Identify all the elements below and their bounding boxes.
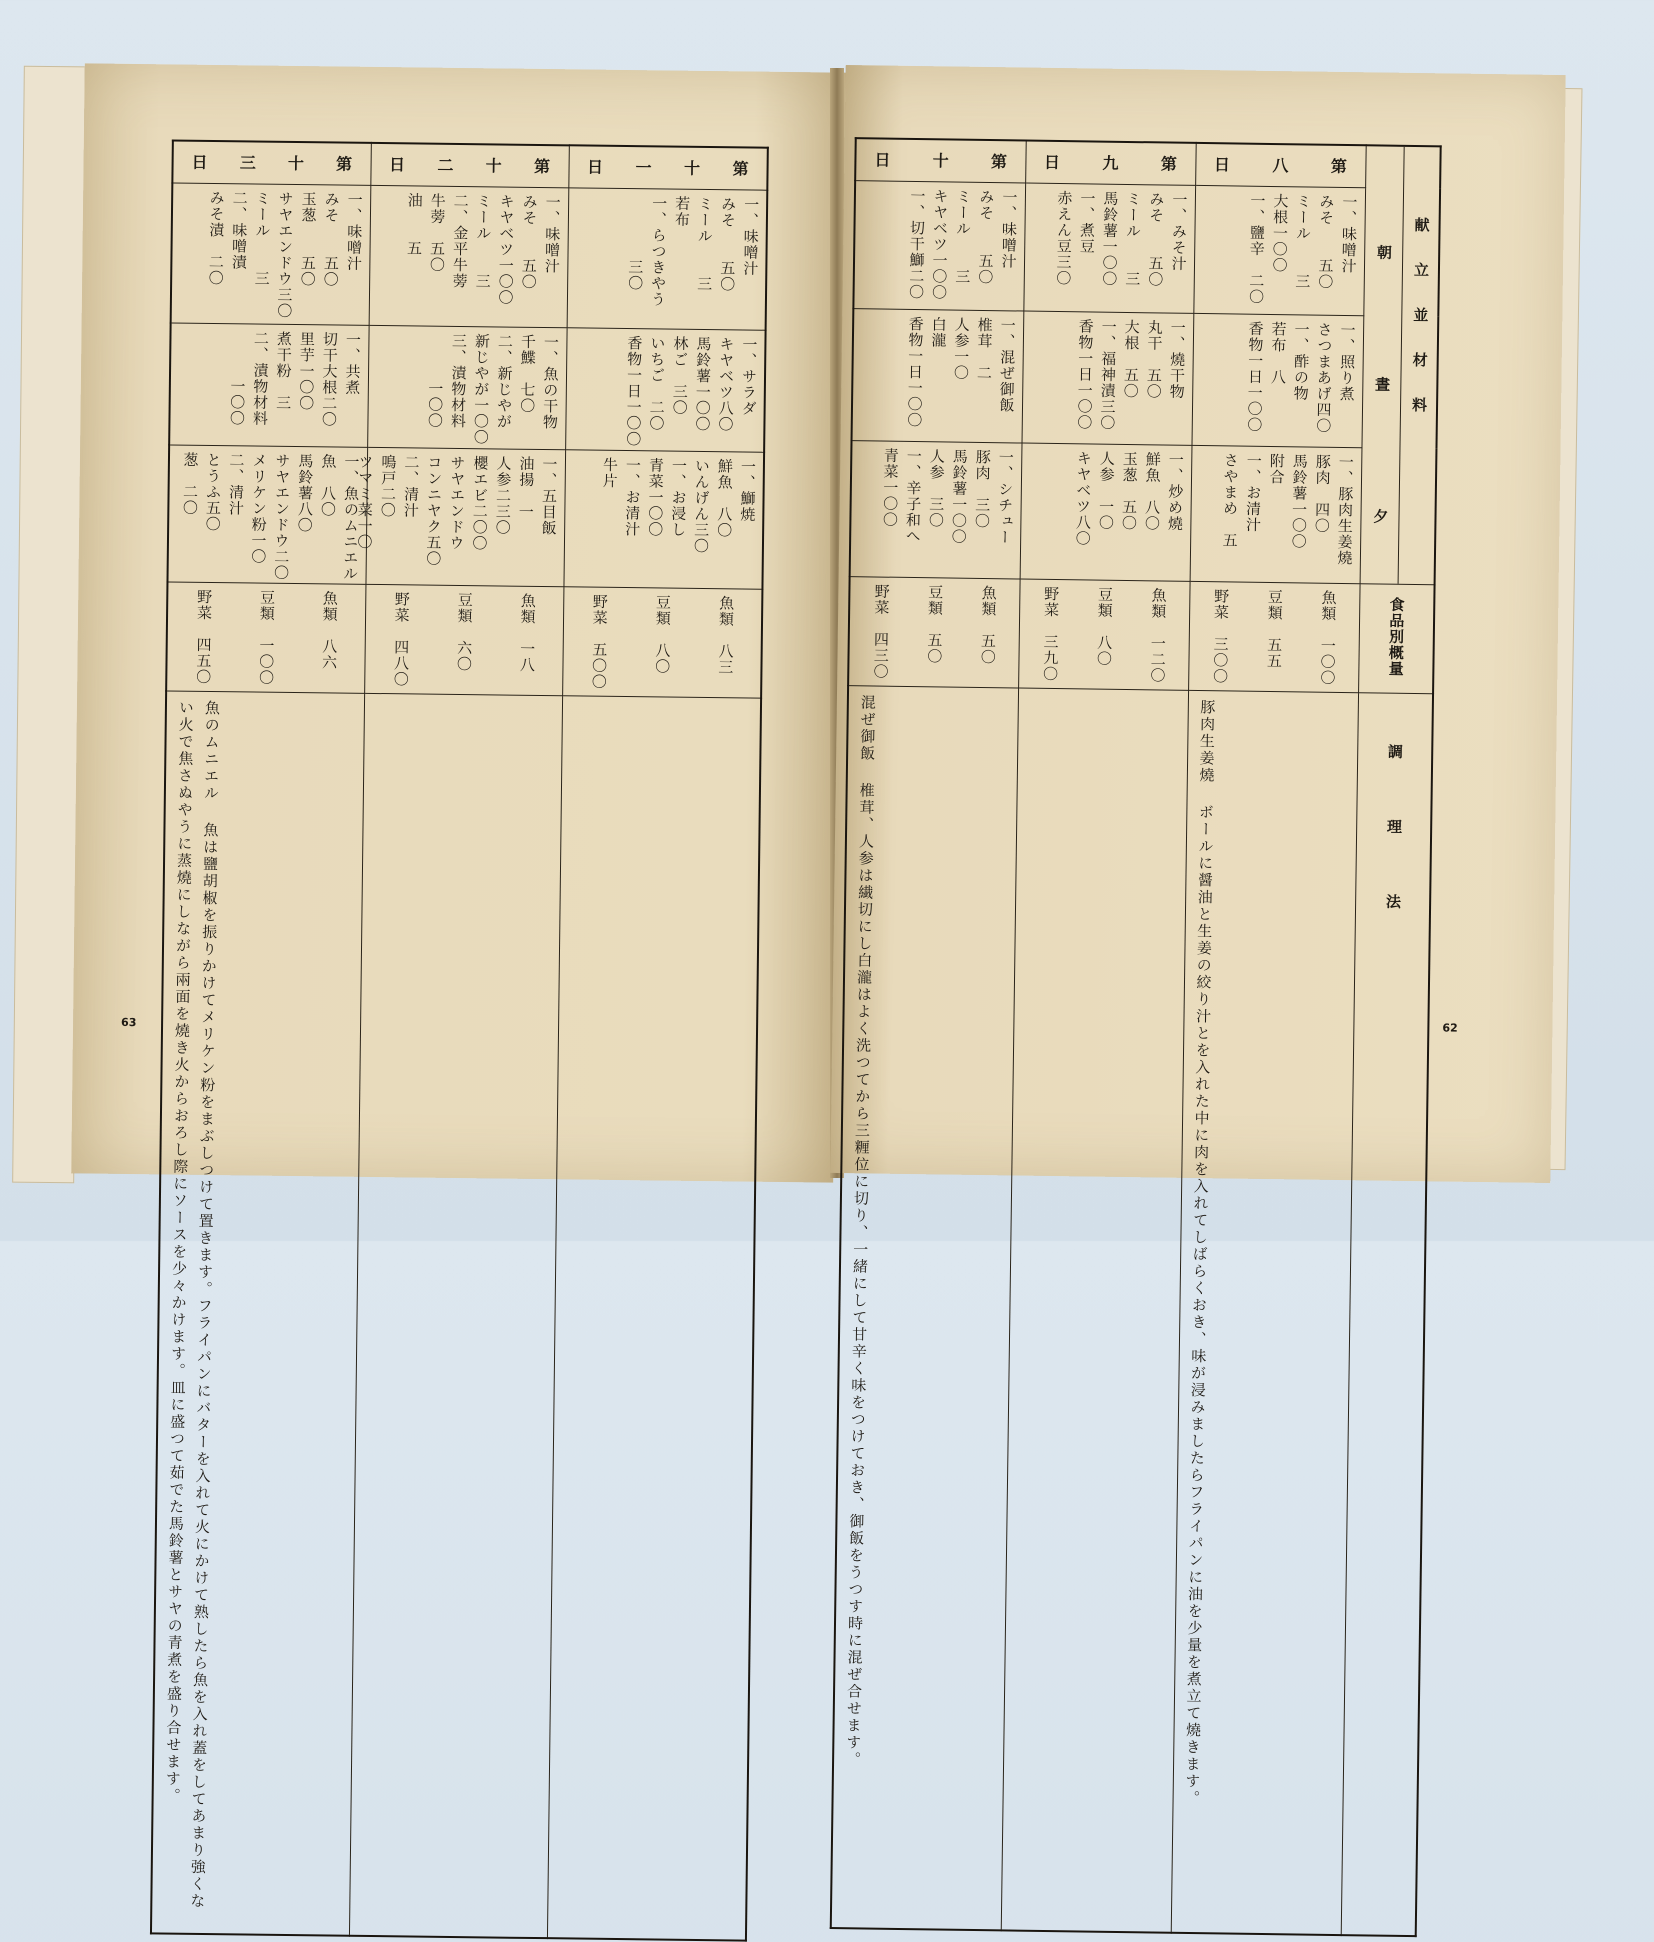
menu-materials-title: 献立並材料	[1398, 147, 1440, 584]
day13-noon: 一、共煮 切干大根二〇 里芋一〇〇 煮干粉 三 二、漬物材料 一〇〇	[225, 330, 364, 445]
day11-food-amounts: 魚類 八三 豆類 八〇 野菜 五〇〇	[563, 587, 762, 697]
day12-food-amounts: 魚類 一八 豆類 六〇 野菜 四八〇	[365, 584, 563, 694]
left-page-number: 63	[121, 1016, 136, 1029]
day8-cooking-method: 豚肉生姜燒 ボールに醤油と生姜の絞り汁とを入れた中に肉を入れてしばらくおき、味が浸みましたらフライパンに油を少量を煮立て燒きます。	[1171, 690, 1226, 1931]
day13-evening: 一、魚のムニエル 魚 八〇 馬鈴薯八〇 サヤエンドウ二〇 メリケン粉一〇 二、清汁 とうふ五〇 葱 二〇	[177, 451, 363, 581]
day10-food-amounts: 魚類 五〇 豆類 五〇 野菜 四三〇	[849, 577, 1019, 687]
day13-food-amounts: 魚類 八六 豆類 一〇〇 野菜 四五〇	[167, 582, 365, 692]
right-page	[830, 65, 1565, 1183]
day12-header: 第 十 二 日	[370, 143, 568, 187]
day12-morning: 一、味噌汁 みそ 五〇 キヤベツ一〇〇 ミール 三 二、金平牛蒡 牛蒡 五〇 油 五	[401, 192, 564, 325]
day9-food-amounts: 魚類 一二〇 豆類 八〇 野菜 三九〇	[1019, 579, 1189, 689]
day10-header: 第 十 日	[855, 138, 1026, 182]
day11-evening: 一、鰤焼 鮮魚 八〇 いんげん三〇 一、お浸し 青菜一〇〇 一、お清汁 牛片	[596, 456, 759, 586]
meal-label-evening: 夕	[1368, 509, 1391, 525]
menu-side-header	[1360, 145, 1441, 584]
day10-morning: 一、味噌汁 みそ 五〇 ミール 三 キヤベツ一〇〇 一、切干鰤二〇	[904, 187, 1021, 308]
day11-noon: 一、サラダ キヤベツ八〇 馬鈴薯一〇〇 林ご 三〇 いちご 二〇 香物一日一〇〇	[621, 334, 760, 449]
day9-evening: 一、炒め燒 鮮魚 八〇 玉葱 五〇 人参 一〇 キヤベツ八〇	[1070, 450, 1187, 579]
day13-morning: 一、味噌汁 みそ 五〇 玉葱 五〇 サヤエンドウ三〇 ミール 三 二、味噌漬 みそ漬 二〇	[203, 189, 366, 322]
day10-evening: 一、シチュー 豚肉 三〇 馬鈴薯一〇〇 人参 三〇 一、辛子和へ 青菜一〇〇	[877, 447, 1017, 576]
day12-noon: 一、魚の干物 千鰈 七〇 二、新じやが 新じやが一〇〇 三、漬物材料 一〇〇	[423, 332, 562, 447]
day10-noon: 一、混ぜ御飯 椎茸 二 人参一〇 白瀧 香物一日一〇〇	[902, 315, 1019, 440]
day12-evening: 一、五目飯 油揚 一 人参二三〇 櫻エビ二〇〇 サヤエンドウ コンニヤク五〇 二、清汁 鳴戸二〇 ツマミ菜一〇	[352, 453, 561, 584]
left-menu-table	[150, 139, 769, 1941]
meal-label-morning: 朝	[1372, 244, 1395, 260]
day11-header: 第 十 一 日	[568, 145, 767, 189]
right-menu-table	[830, 137, 1442, 1937]
day8-food-amounts: 魚類 一〇〇 豆類 五五 野菜 三〇〇	[1189, 581, 1359, 691]
food-category-label: 食品別概量	[1385, 596, 1408, 676]
right-page-number: 62	[1442, 1021, 1457, 1034]
day8-morning: 一、味噌汁 みそ 五〇 ミール 三 大根一〇〇 一、鹽辛 二〇	[1244, 192, 1361, 313]
day9-noon: 一、燒干物 丸干 五〇 大根 五〇 一、福神漬三〇 香物一日一〇〇	[1072, 318, 1189, 443]
meal-label-noon: 晝	[1370, 377, 1393, 393]
day8-header: 第 八 日	[1195, 143, 1366, 187]
cooking-method-label: 調理法	[1380, 743, 1406, 968]
day8-evening: 一、豚肉生姜燒 豚肉 四〇 馬鈴薯一〇〇 附合 一、お清汁 さやまめ 五	[1217, 452, 1357, 581]
day13-cooking-method: 魚のムニエル 魚は鹽胡椒を振りかけてメリケン粉をまぶしつけて置きます。フライパンにバターを入れて火にかけて熟したら魚を入れ蓋をしてあまり強くない火で焦さぬやうに蒸燒にしながら兩面を燒き火からおろし際にソースを少々かけます。皿に盛つて茹でた馬鈴薯とサヤの青煮を盛り合せます。	[152, 691, 231, 1933]
left-page	[71, 63, 847, 1182]
day10-cooking-method: 混ぜ御飯 椎茸、人参は繊切にし白瀧はよく洗つてから三糎位に切り、一緒にして甘辛く味をつけておき、御飯をうつす時に混ぜ合せます。	[832, 686, 887, 1927]
open-book	[18, 58, 1583, 1188]
day9-morning: 一、みそ汁 みそ 五〇 ミール 三 馬鈴薯一〇〇 一、煮豆 赤えん豆三〇	[1051, 189, 1191, 310]
day11-morning: 一、味噌汁 みそ 五〇 ミール 三 若布 一、らつきやう 三〇	[623, 194, 763, 327]
day13-header: 第 十 三 日	[172, 140, 370, 184]
day9-header: 第 九 日	[1025, 141, 1196, 185]
day8-noon: 一、照り煮 さつまあげ四〇 一、酢の物 若布 八 香物一日一〇〇	[1242, 320, 1359, 445]
